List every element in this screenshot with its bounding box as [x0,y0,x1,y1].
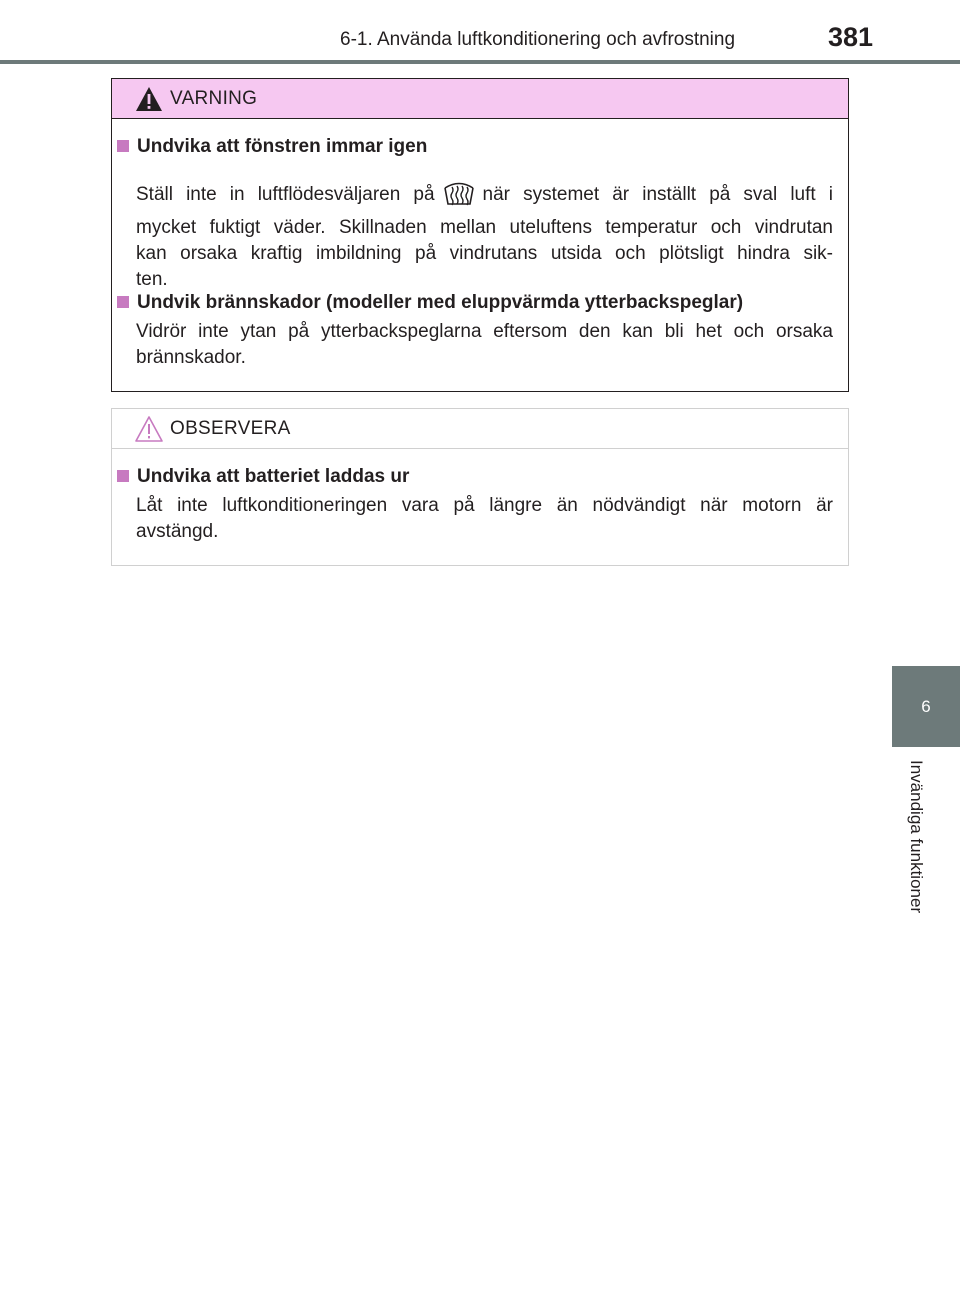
paragraph-text: Ställ inte in luftflödesväljaren på [136,184,435,205]
section-title-text: Undvik brännskador (modeller med eluppvärmda ytterbackspeglar) [137,292,744,313]
section-title-text: Undvika att batteriet laddas ur [137,466,410,487]
notice-header [112,409,848,449]
rear-defroster-icon [441,177,477,209]
paragraph-line: mycket fuktigt väder. Skillnaden mellan uteluftens temperatur och vindrutan [136,217,833,238]
paragraph-text: när systemet är inställt på sval luft i [482,184,833,205]
section-title [117,465,409,489]
notice-label: OBSERVERA [170,418,291,439]
paragraph-line [136,177,833,209]
paragraph-line: kan orsaka kraftig imbildning på vindrutans utsida och plötsligt hindra sik- [136,243,833,264]
header-rule [0,60,960,64]
notice-box [111,408,849,566]
paragraph-line: ten. [136,269,168,290]
paragraph-line: Vidrör inte ytan på ytterbackspeglarna eftersom den kan bli het och orsaka [136,321,833,342]
paragraph-line: Låt inte luftkonditioneringen vara på längre än nödvändigt när motorn är [136,495,833,516]
warning-triangle-icon [134,85,164,113]
paragraph-line: brännskador. [136,347,246,368]
section-title [117,135,427,159]
section-title-text: Undvika att fönstren immar igen [137,136,428,157]
warning-box [111,78,849,392]
section-title [117,291,743,315]
section-bullet [117,296,129,308]
section-bullet [117,470,129,482]
section-paragraph [136,319,833,371]
section-paragraph [136,493,833,545]
chapter-label: Invändiga funktioner [907,760,926,914]
section-paragraph [136,177,833,293]
paragraph-line: avstängd. [136,521,219,542]
section-bullet [117,140,129,152]
notice-triangle-icon [134,415,164,443]
warning-header [112,79,848,119]
header-title: 6-1. Använda luftkonditionering och avfrostning [340,29,736,50]
chapter-number: 6 [921,696,931,716]
chapter-tab [892,666,960,747]
warning-label: VARNING [170,88,258,109]
page-number: 381 [828,22,874,52]
